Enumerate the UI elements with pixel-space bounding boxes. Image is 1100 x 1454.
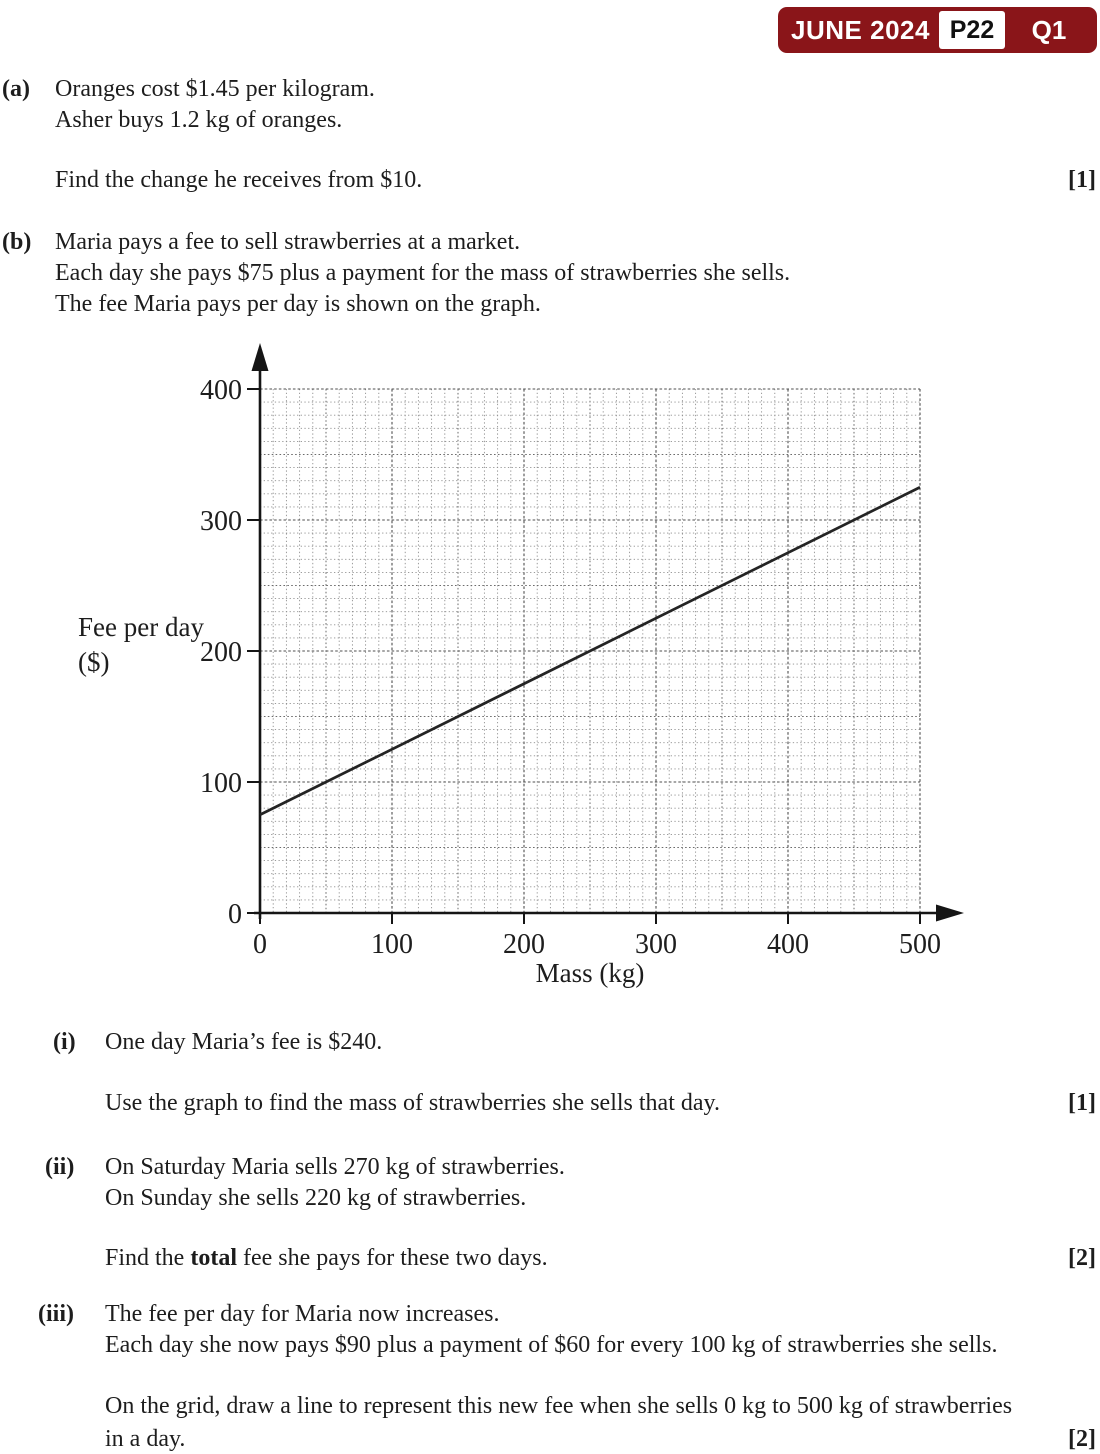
x-tick-label: 100 <box>371 929 413 960</box>
x-axis-title: Mass (kg) <box>535 958 645 988</box>
badge-session-label: JUNE 2024 <box>791 14 930 45</box>
y-axis-title <box>78 610 204 680</box>
badge-question-label: Q1 <box>1031 14 1067 45</box>
part-iii-line-1: The fee per day for Maria now increases. <box>105 1301 500 1327</box>
part-a-marks: [1] <box>1068 167 1096 193</box>
part-ii-line-2: On Sunday she sells 220 kg of strawberries. <box>105 1185 527 1211</box>
y-axis-arrow-icon <box>252 343 269 371</box>
part-b-label: (b) <box>2 229 32 255</box>
y-tick-label: 100 <box>200 768 242 799</box>
x-axis-arrow-icon <box>936 905 964 922</box>
part-a-prompt: Find the change he receives from $10. <box>55 167 423 193</box>
part-ii-prompt <box>105 1243 548 1273</box>
part-b-line-1: Maria pays a fee to sell strawberries at a market. <box>55 229 521 255</box>
part-b-line-2: Each day she pays $75 plus a payment for the mass of strawberries she sells. <box>55 260 791 286</box>
question-reference-badge <box>778 7 1097 53</box>
y-tick-label: 0 <box>228 899 242 930</box>
x-tick-label: 300 <box>635 929 677 960</box>
part-a-label: (a) <box>2 76 30 102</box>
part-iii-label: (iii) <box>38 1301 74 1327</box>
x-tick-label: 400 <box>767 929 809 960</box>
part-b-line-3: The fee Maria pays per day is shown on the graph. <box>55 291 541 317</box>
part-ii-prompt-bold-word: total <box>190 1245 237 1271</box>
y-tick-label: 300 <box>200 506 242 537</box>
part-i-label: (i) <box>53 1029 76 1055</box>
part-iii-marks: [2] <box>1068 1426 1096 1452</box>
part-i-line-1: One day Maria’s fee is $240. <box>105 1029 383 1055</box>
badge-paper-label: P22 <box>939 11 1005 49</box>
y-tick-label: 200 <box>200 637 242 668</box>
y-axis-title-line-2: ($) <box>78 647 110 677</box>
x-tick-label: 500 <box>899 929 941 960</box>
part-i-prompt: Use the graph to find the mass of strawberries she sells that day. <box>105 1090 720 1116</box>
part-i-marks: [1] <box>1068 1090 1096 1116</box>
part-ii-label: (ii) <box>45 1154 75 1180</box>
x-tick-label: 0 <box>253 929 267 960</box>
y-axis-title-line-1: Fee per day <box>78 612 204 642</box>
part-iii-prompt-line-1: On the grid, draw a line to represent this new fee when she sells 0 kg to 500 kg of strawberries <box>105 1393 1013 1419</box>
part-ii-prompt-prefix: Find the <box>105 1245 191 1271</box>
part-a-line-2: Asher buys 1.2 kg of oranges. <box>55 107 343 133</box>
part-ii-line-1: On Saturday Maria sells 270 kg of strawberries. <box>105 1154 565 1180</box>
part-ii-prompt-suffix: fee she pays for these two days. <box>237 1245 548 1271</box>
part-ii-marks: [2] <box>1068 1245 1096 1271</box>
part-iii-prompt-line-2: in a day. <box>105 1426 186 1452</box>
part-a-line-1: Oranges cost $1.45 per kilogram. <box>55 76 375 102</box>
x-tick-label: 200 <box>503 929 545 960</box>
part-iii-line-2: Each day she now pays $90 plus a payment of $60 for every 100 kg of strawberries she sells. <box>105 1332 998 1358</box>
y-tick-label: 400 <box>200 375 242 406</box>
